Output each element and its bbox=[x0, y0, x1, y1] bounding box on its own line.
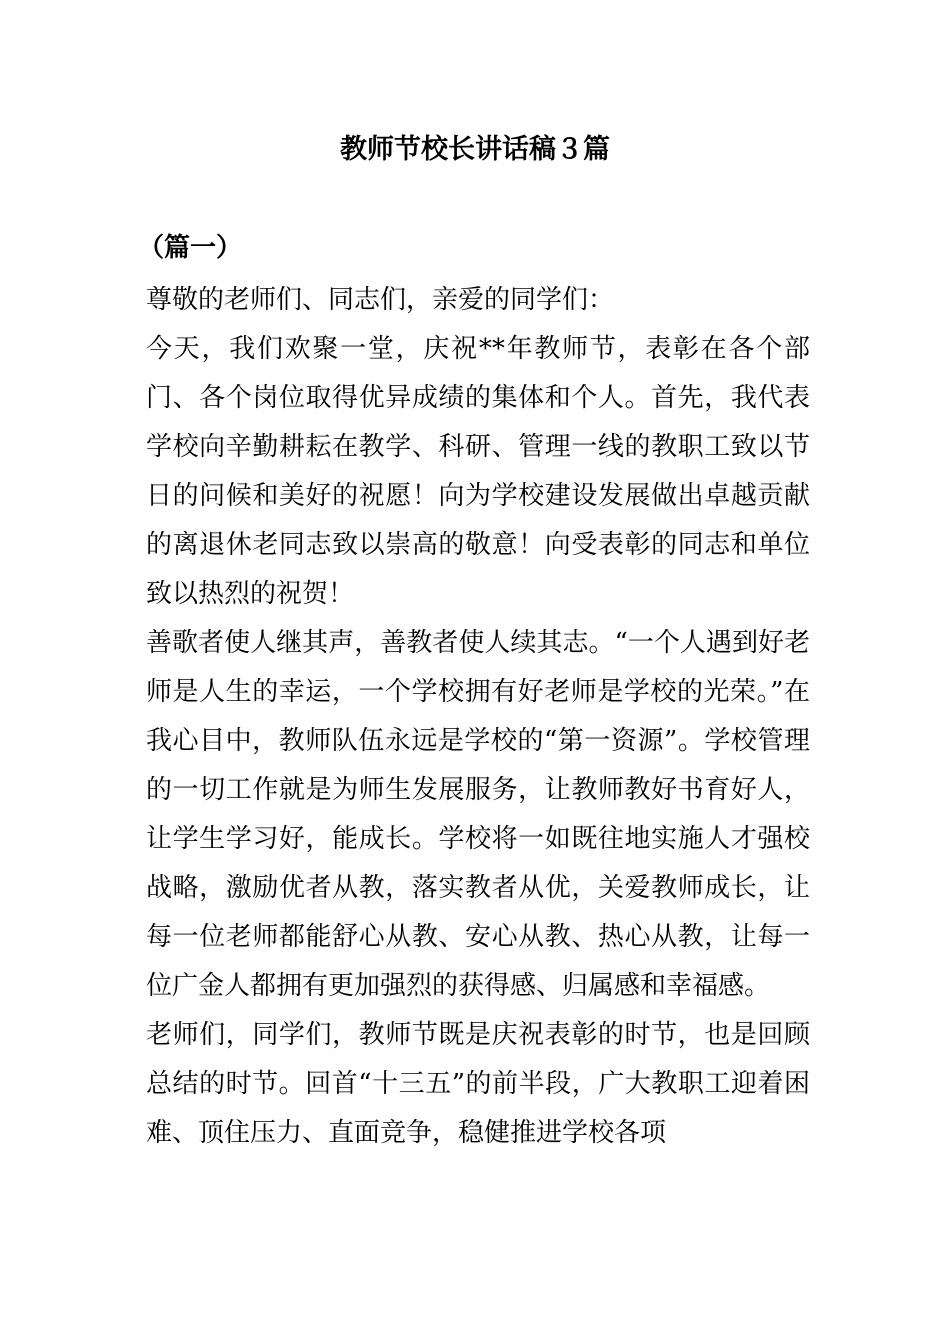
paragraph-2: 善歌者使人继其声，善教者使人续其志。“一个人遇到好老师是人生的幸运，一个学校拥有好老师是学校的光荣。”在我心目中，教师队伍永远是学校的“第一资源”。学校管理的一切工作就是为师生发展服务，让教师教好书育好人，让学生学习好，能成长。学校将一如既往地实施人才强校战略，激励优者从教，落实教者从优，关爱教师成长，让每一位老师都能舒心从教、安心从教、热心从教，让每一位广金人都拥有更加强烈的获得感、归属感和幸福感。 bbox=[146, 628, 810, 1001]
paragraph-1: 今天，我们欢聚一堂，庆祝**年教师节，表彰在各个部门、各个岗位取得优异成绩的集体和个人。首先，我代表学校向辛勤耕耘在教学、科研、管理一线的教职工致以节日的问候和美好的祝愿！向为学校建设发展做出卓越贡献的离退休老同志致以崇高的敬意！向受表彰的同志和单位致以热烈的祝贺！ bbox=[146, 334, 810, 609]
salutation: 尊敬的老师们、同志们，亲爱的同学们： bbox=[146, 285, 615, 315]
document-title: 教师节校长讲话稿３篇 bbox=[340, 134, 610, 165]
section-heading: （篇一） bbox=[138, 233, 243, 263]
document-body bbox=[146, 276, 810, 1158]
paragraph-3: 老师们，同学们，教师节既是庆祝表彰的时节，也是回顾总结的时节。回首“十三五”的前半段，广大教职工迎着困难、顶住压力、直面竞争，稳健推进学校各项 bbox=[146, 1020, 810, 1148]
